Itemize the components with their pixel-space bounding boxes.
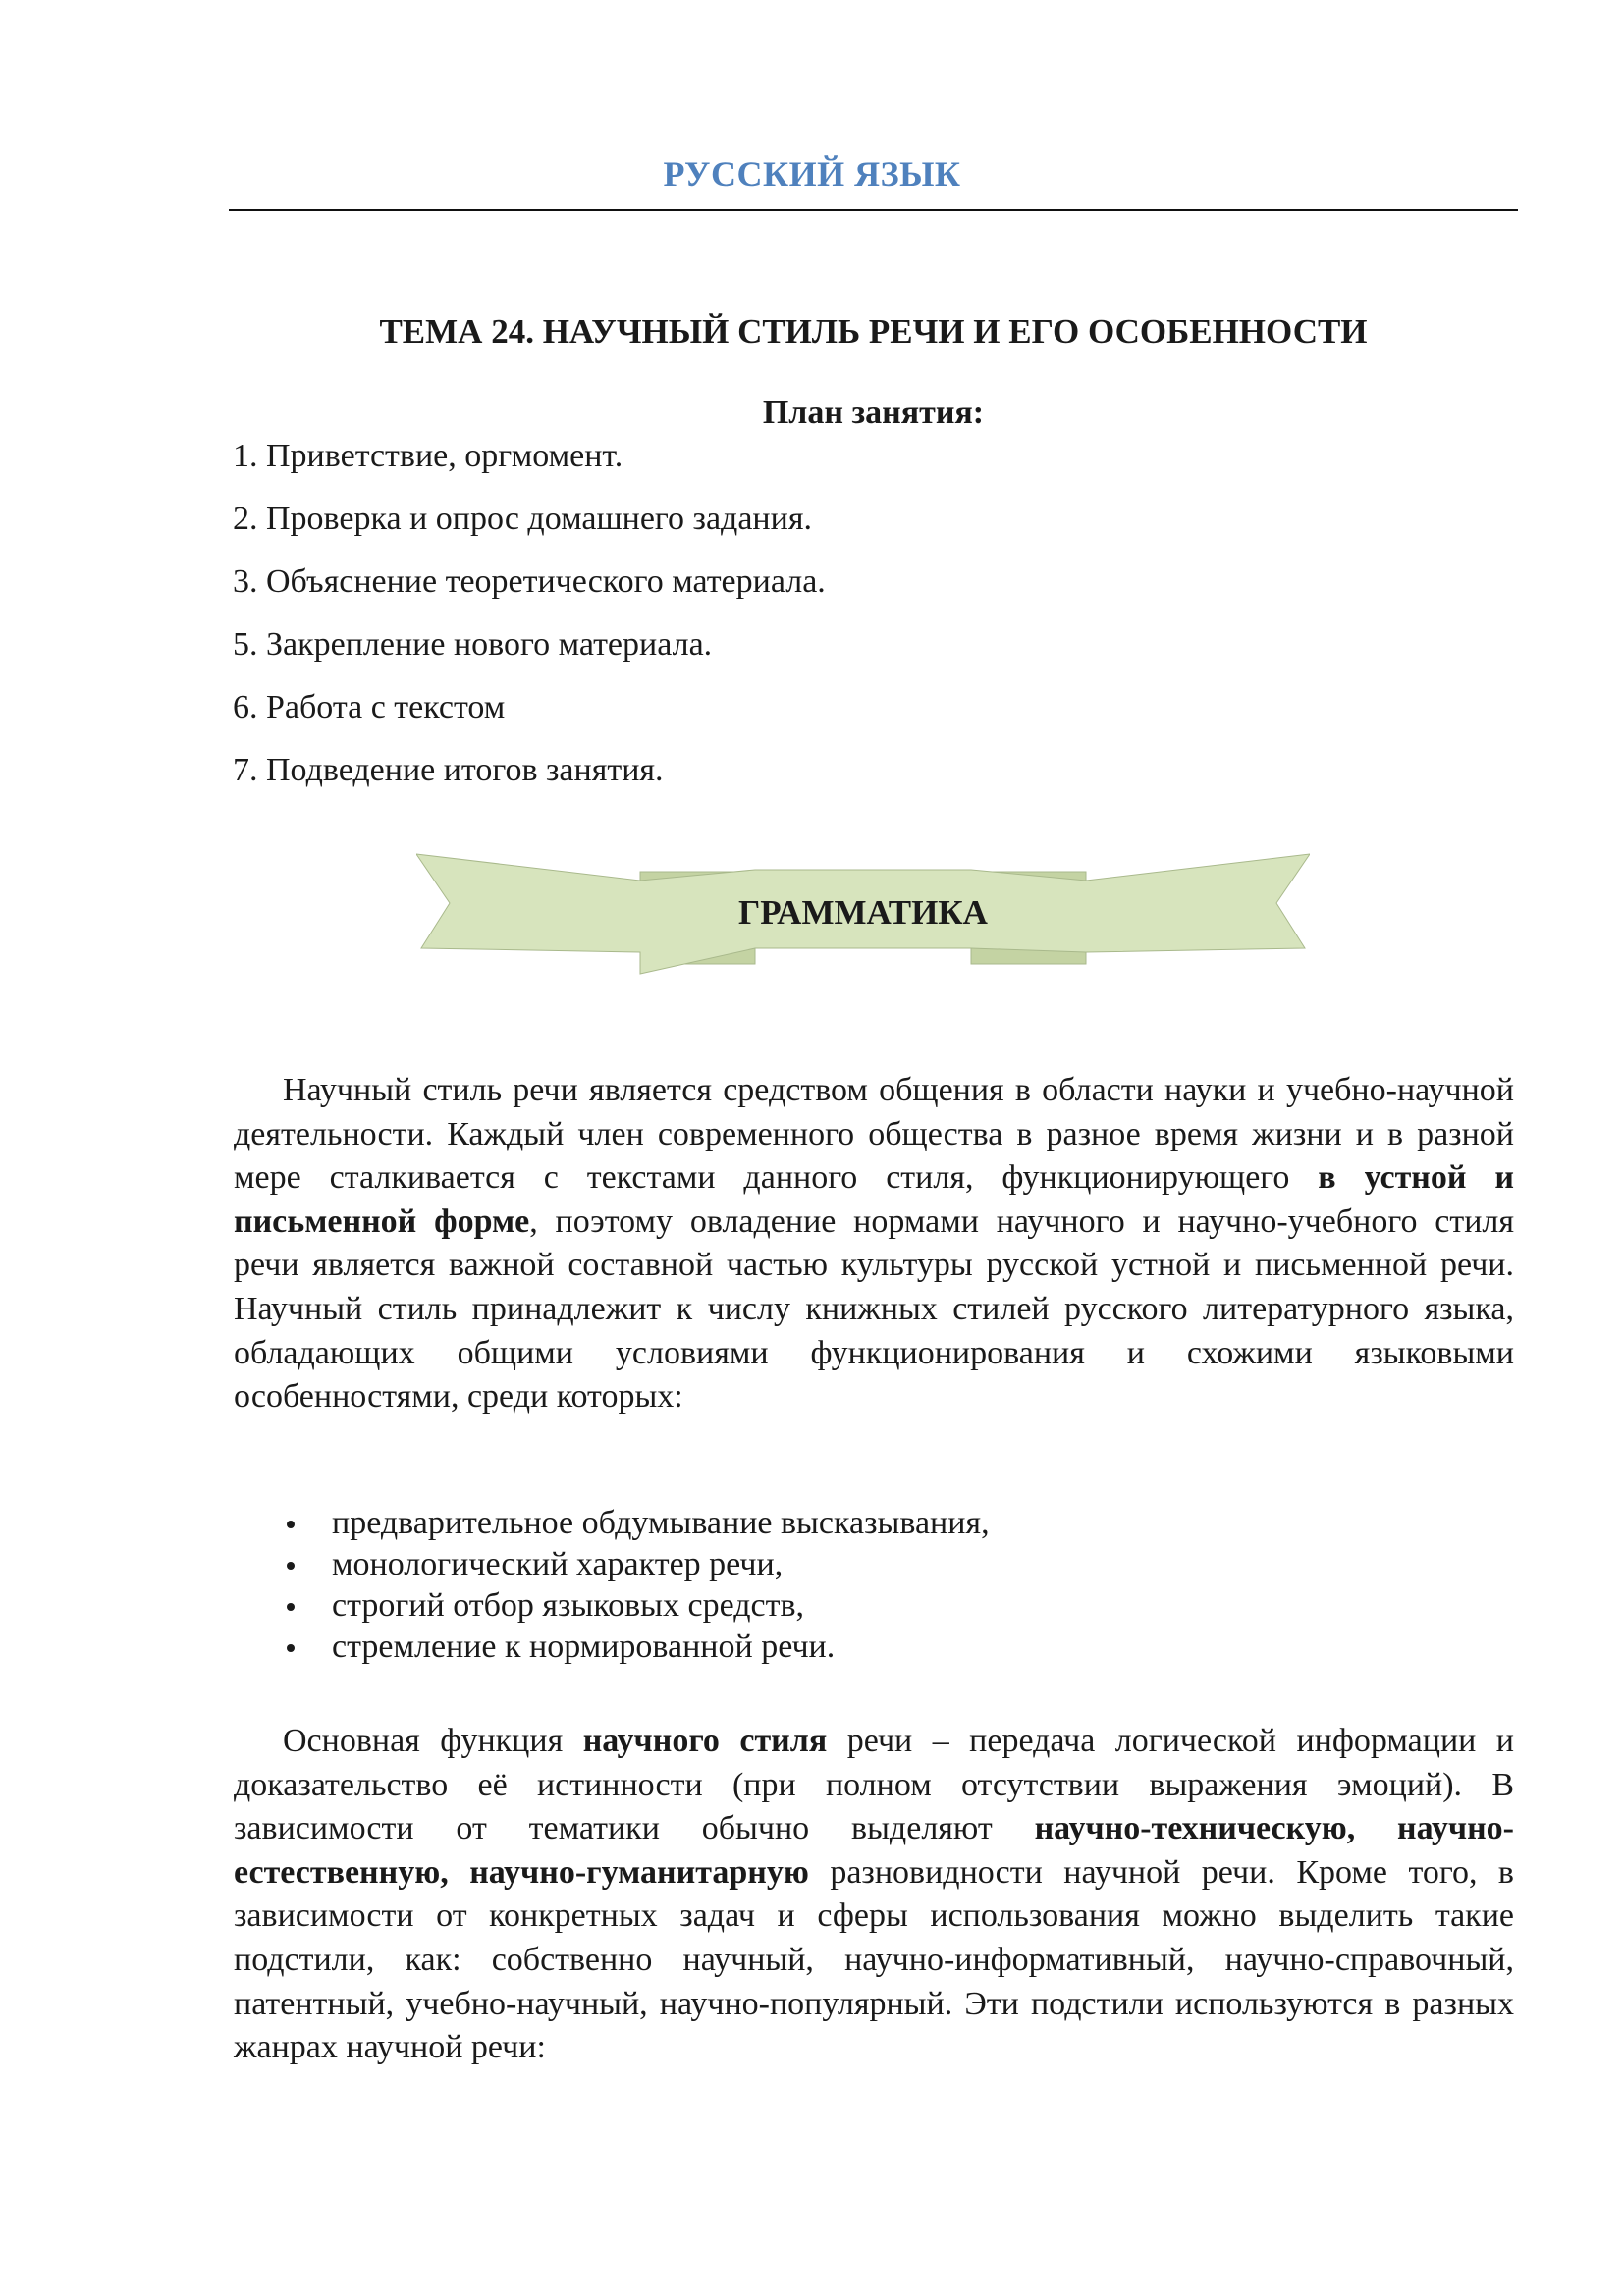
- bullet-item: [234, 1504, 1514, 1545]
- banner-label: ГРАММАТИКА: [738, 893, 988, 932]
- paragraph-text: , поэтому овладение нормами научного и научно-учебного стиля речи является важной составной частью культуры русской устной и письменной речи. Научный стиль принадлежит к числу книжных стилей русского литературного языка, обладающих общими условиями функционирования и схожими языковыми особенностями, среди которых:: [234, 1202, 1514, 1415]
- bullet-text: стремление к нормированной речи.: [332, 1629, 836, 1665]
- plan-heading: План занятия:: [762, 395, 985, 431]
- paragraph-text: речи – передача логической информации и доказательство её истинности (при полном отсутствии выражения эмоций). В зависимости от тематики обычно выделяют: [234, 1723, 1514, 1847]
- header-divider: [229, 209, 1518, 211]
- plan-item: 1. Приветствие, оргмомент.: [233, 438, 623, 474]
- bullet-icon: [287, 1562, 295, 1570]
- plan-item: 2. Проверка и опрос домашнего задания.: [233, 501, 812, 537]
- function-paragraph: [234, 1720, 1514, 2070]
- subject-header: РУССКИЙ ЯЗЫК: [663, 154, 961, 193]
- paragraph-bold-text: в устной и письменной форме: [234, 1159, 1514, 1240]
- topic-title: ТЕМА 24. НАУЧНЫЙ СТИЛЬ РЕЧИ И ЕГО ОСОБЕННОСТИ: [379, 312, 1368, 350]
- bullet-text: строгий отбор языковых средств,: [332, 1587, 805, 1624]
- plan-item: 6. Работа с текстом: [233, 689, 506, 725]
- bullet-icon: [287, 1603, 295, 1611]
- bullet-icon: [287, 1644, 295, 1652]
- bullet-text: монологический характер речи,: [332, 1546, 784, 1582]
- paragraph-bold-text: научного стиля: [582, 1723, 828, 1759]
- bullet-icon: [287, 1521, 295, 1528]
- paragraph-bold-text: научно-техническую, научно-естественную, научно-гуманитарную: [234, 1810, 1514, 1891]
- grammar-ribbon-banner: [416, 846, 1310, 976]
- plan-item: 3. Объяснение теоретического материала.: [233, 563, 826, 600]
- features-bullet-list: [234, 1504, 1514, 1669]
- bullet-item: [234, 1545, 1514, 1586]
- bullet-item: [234, 1586, 1514, 1628]
- paragraph-text: разновидности научной речи. Кроме того, в зависимости от конкретных задач и сферы использования можно выделить такие подстили, как: собственно научный, научно-информативный, научно-справочный, патентный, учебно-научный, научно-популярный. Эти подстили используются в разных жанрах научной речи:: [234, 1853, 1514, 2066]
- intro-paragraph: [234, 1069, 1514, 1419]
- paragraph-text: Научный стиль речи является средством общения в области науки и учебно-научной деятельности. Каждый член современного общества в разное время жизни и в разной мере сталкивается с текстами данного стиля, функционирующего: [234, 1072, 1514, 1197]
- paragraph-text: Основная функция: [283, 1723, 583, 1759]
- plan-item: 5. Закрепление нового материала.: [233, 626, 713, 663]
- bullet-text: предварительное обдумывание высказывания,: [332, 1505, 990, 1541]
- plan-item: 7. Подведение итогов занятия.: [233, 752, 664, 788]
- bullet-item: [234, 1628, 1514, 1669]
- plan-list: [233, 437, 1509, 814]
